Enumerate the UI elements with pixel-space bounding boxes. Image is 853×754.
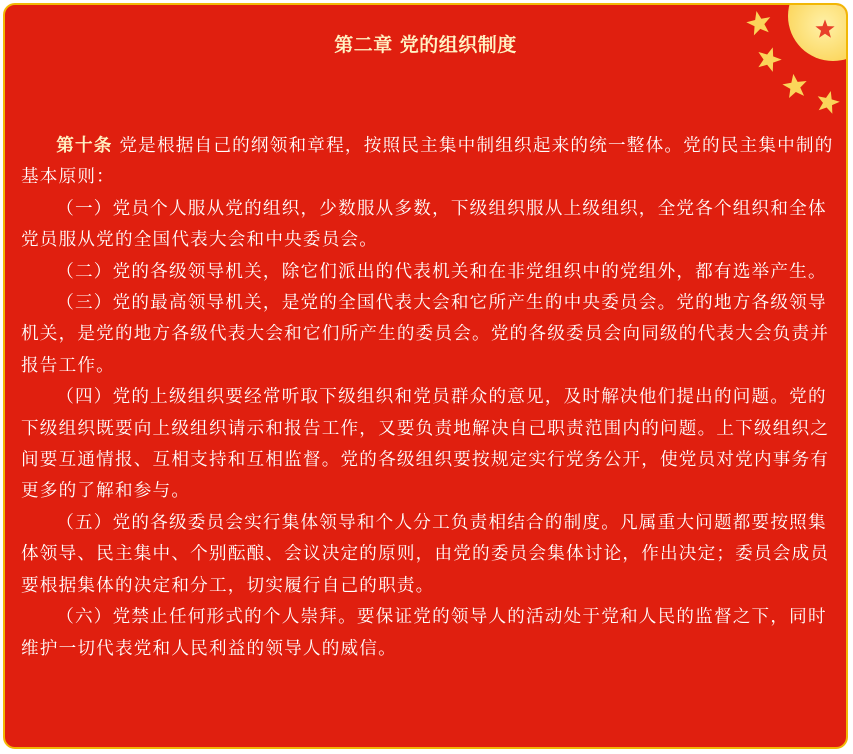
chapter-title: 第二章 党的组织制度 (334, 34, 517, 56)
article-intro-text: 党是根据自己的纲领和章程，按照民主集中制组织起来的统一整体。党的民主集中制的基本原则： (21, 136, 834, 188)
star-icon (812, 86, 844, 118)
principle-paragraph: （六）党禁止任何形式的个人崇拜。要保证党的领导人的活动处于党和人民的监督之下，同时维护一切代表党和人民利益的领导人的威信。 (21, 607, 827, 659)
document-card (3, 3, 848, 749)
principle-paragraph: （四）党的上级组织要经常听取下级组织和党员群众的意见，及时解决他们提出的问题。党的下级组织既要向上级组织请示和报告工作，又要负责地解决自己职责范围内的问题。上下级组织之间要互通情报、互相支持和互相监督。党的各级组织要按规定实行党务公开，使党员对党内事务有更多的了解和参与。 (21, 387, 830, 502)
article-body (21, 131, 836, 665)
star-icon (779, 70, 811, 102)
principle-paragraph: （五）党的各级委员会实行集体领导和个人分工负责相结合的制度。凡属重大问题都要按照集体领导、民主集中、个别酝酿、会议决定的原则，由党的委员会集体讨论，作出决定；委员会成员要根据集体的决定和分工，切实履行自己的职责。 (21, 512, 830, 596)
principle-paragraph: （三）党的最高领导机关，是党的全国代表大会和它所产生的中央委员会。党的地方各级领导机关，是党的地方各级代表大会和它们所产生的委员会。党的各级委员会向同级的代表大会负责并报告工作。 (21, 293, 830, 376)
principle-paragraph: （二）党的各级领导机关，除它们派出的代表机关和在非党组织中的党组外，都有选举产生。 (56, 261, 827, 282)
article-label: 第十条 (56, 136, 113, 156)
principle-paragraph: （一）党员个人服从党的组织，少数服从多数，下级组织服从上级组织，全党各个组织和全体党员服从党的全国代表大会和中央委员会。 (21, 198, 827, 251)
article-intro (21, 131, 836, 194)
